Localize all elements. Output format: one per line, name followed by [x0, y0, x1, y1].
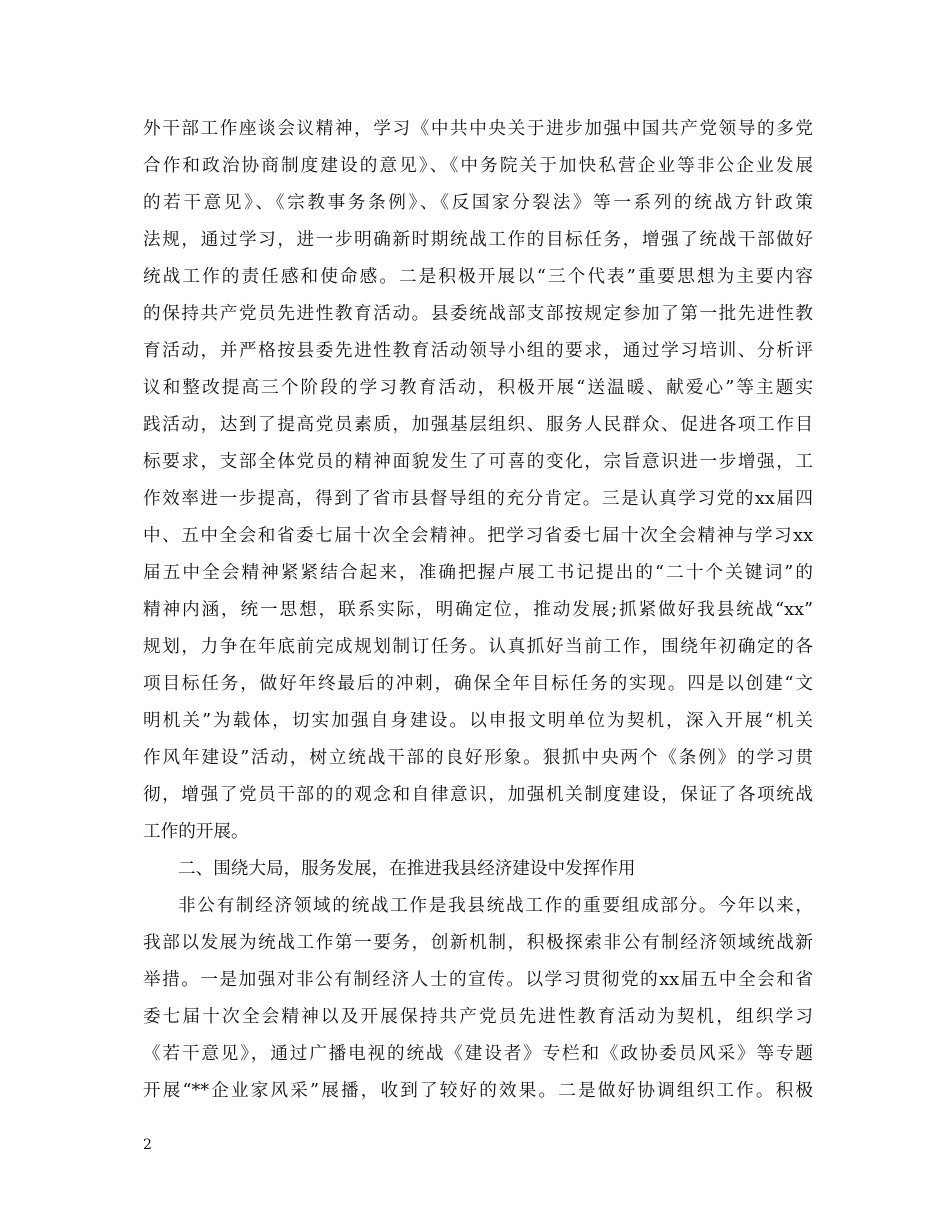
text-line: 标要求，支部全体党员的精神面貌发生了可喜的变化，宗旨意识进一步增强，工	[143, 452, 813, 472]
section-heading: 二、围绕大局，服务发展，在推进我县经济建设中发挥作用	[178, 859, 636, 879]
text-line: 届五中全会精神紧紧结合起来，准确把握卢展工书记提出的“二十个关键词”的	[143, 563, 813, 583]
text-line: 的若干意见》、《宗教事务条例》、《反国家分裂法》等一系列的统战方针政策	[143, 193, 813, 213]
text-line: 明机关”为载体，切实加强自身建设。以申报文明单位为契机，深入开展“机关	[143, 711, 813, 731]
text-line: 统战工作的责任感和使命感。二是积极开展以“三个代表”重要思想为主要内容	[143, 267, 813, 287]
text-line: 彻，增强了党员干部的的观念和自律意识，加强机关制度建设，保证了各项统战	[143, 785, 813, 805]
text-line: 育活动，并严格按县委先进性教育活动领导小组的要求，通过学习培训、分析评	[143, 341, 813, 361]
text-line: 议和整改提高三个阶段的学习教育活动，积极开展“送温暖、献爱心”等主题实	[143, 378, 813, 398]
body-text	[143, 111, 813, 1110]
text-line: 践活动，达到了提高党员素质，加强基层组织、服务人民群众、促进各项工作目	[143, 415, 813, 435]
text-line: 合作和政治协商制度建设的意见》、《中务院关于加快私营企业等非公企业发展	[143, 156, 813, 176]
text-line: 法规，通过学习，进一步明确新时期统战工作的目标任务，增强了统战干部做好	[143, 230, 813, 250]
text-line: 举措。一是加强对非公有制经济人士的宣传。以学习贯彻党的xx届五中全会和省	[143, 970, 813, 990]
text-line: 我部以发展为统战工作第一要务，创新机制，积极探索非公有制经济领域统战新	[143, 933, 813, 953]
text-line: 开展“**企业家风采”展播，收到了较好的效果。二是做好协调组织工作。积极	[143, 1081, 813, 1101]
text-line: 《若干意见》，通过广播电视的统战《建设者》专栏和《政协委员风采》等专题	[143, 1044, 813, 1064]
text-line: 中、五中全会和省委七届十次全会精神。把学习省委七届十次全会精神与学习xx	[143, 526, 813, 546]
text-line: 外干部工作座谈会议精神，学习《中共中央关于进步加强中国共产党领导的多党	[143, 119, 813, 139]
text-line: 作风年建设”活动，树立统战干部的良好形象。狠抓中央两个《条例》的学习贯	[143, 748, 813, 768]
text-line: 精神内涵，统一思想，联系实际，明确定位，推动发展;抓紧做好我县统战“xx”	[143, 600, 813, 620]
text-line: 项目标任务，做好年终最后的冲刺，确保全年目标任务的实现。四是以创建“文	[143, 674, 813, 694]
page-number: 2	[143, 1137, 152, 1153]
text-line: 作效率进一步提高，得到了省市县督导组的充分肯定。三是认真学习党的xx届四	[143, 489, 813, 509]
text-line: 委七届十次全会精神以及开展保持共产党员先进性教育活动为契机，组织学习	[143, 1007, 813, 1027]
text-line: 非公有制经济领域的统战工作是我县统战工作的重要组成部分。今年以来，	[178, 896, 813, 916]
text-line: 工作的开展。	[143, 822, 249, 842]
text-line: 规划，力争在年底前完成规划制订任务。认真抓好当前工作，围绕年初确定的各	[143, 637, 813, 657]
text-line: 的保持共产党员先进性教育活动。县委统战部支部按规定参加了第一批先进性教	[143, 304, 813, 324]
